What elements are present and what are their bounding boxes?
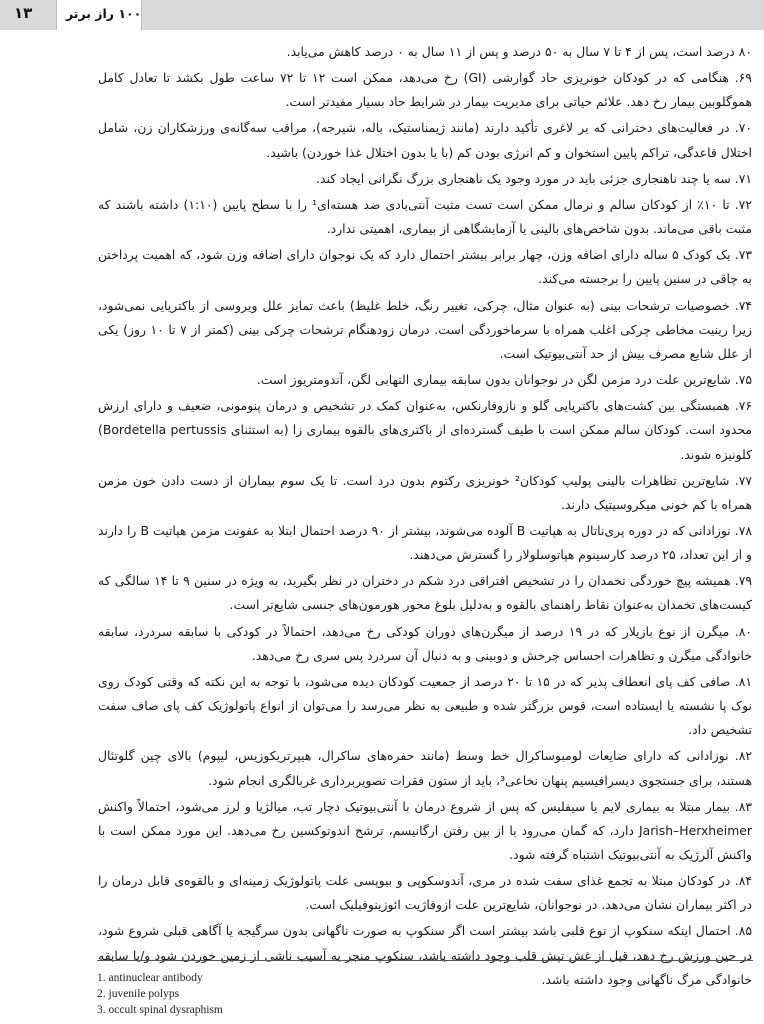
page-body <box>98 40 752 994</box>
list-item: ۷۲. تا ۱۰٪ از کودکان سالم و نرمال ممکن است تست مثبت آنتی‌بادی ضد هسته‌ای¹ را با سطح پایین (۱:۱۰) داشته باشند که مثبت باقی می‌ماند. بدون شاخص‌های بالینی یا آزمایشگاهی از بیماری، اهمیتی ندارد. <box>98 196 752 237</box>
list-item: ۷۷. شایع‌ترین تظاهرات بالینی پولیپ کودکان² خونریزی رکتوم بدون درد است. تا یک سوم بیماران از دست دادن خون مزمن همراه با کم خونی میکروسیتیک دارند. <box>98 472 752 512</box>
page-header <box>0 0 764 30</box>
book-title: ۱۰۰ راز برتر <box>66 6 142 21</box>
footnote-divider <box>97 960 753 961</box>
list-item: ۸۰. میگرن از نوع بازیلار که در ۱۹ درصد از میگرن‌های دوران کودکی رخ می‌دهد، احتمالاً در کودکی با سابقه سردرد، سابقه خانوادگی میگرن و تظاهرات احساس چرخش و دوبینی و به دنبال آن سردرد پس سری رخ می‌دهد. <box>98 623 752 663</box>
page-number: ۱۳ <box>14 4 33 22</box>
list-item: ۶۹. هنگامی که در کودکان خونریزی حاد گوارشی (GI) رخ می‌دهد، ممکن است ۱۲ تا ۷۲ ساعت طول بکشد تا تعادل کامل هموگلوبین بیمار رخ دهد. علائم حیاتی برای مدیریت بیمار در شرایط حاد بسیار مفیدتر است. <box>98 70 752 110</box>
list-item: ۷۹. همیشه پیچ خوردگی تخمدان را در تشخیص افتراقی درد شکم در دختران در نظر بگیرید، به ویژه در سنین ۹ تا ۱۴ سالگی که کیست‌های تخمدان به‌عنوان نقاط راهنمای بالقوه و به‌دلیل بلوغ محور هورمون‌های جنسی شایع‌تر است. <box>98 573 753 613</box>
footnote-3: 3. occult spinal dysraphism <box>97 1004 223 1016</box>
footnote-2: 2. juvenile polyps <box>97 988 180 1000</box>
list-item: ۷۳. یک کودک ۵ ساله دارای اضافه وزن، چهار برابر بیشتر احتمال دارد که یک نوجوان دارای اضافه وزن شود، که اهمیت پرداختن به چاقی در سنین پایین را برجسته می‌کند. <box>98 247 752 287</box>
list-item: ۸۰ درصد است، پس از ۴ تا ۷ سال به ۵۰ درصد و پس از ۱۱ سال به ۰ درصد کاهش می‌یابد. <box>286 44 752 59</box>
list-item: ۷۸. نوزادانی که در دوره پری‌ناتال به هپاتیت B آلوده می‌شوند، بیشتر از ۹۰ درصد احتمال ابتلا به عفونت مزمن هپاتیت B را دارند و از این تعداد، ۲۵ درصد کارسینوم هپاتوسلولار را گسترش می‌دهند. <box>98 522 752 563</box>
list-item: ۸۱. صافی کف پای انعطاف پذیر که در ۱۵ تا ۲۰ درصد از جمعیت کودکان دیده می‌شود، با توجه به این نکته که وقتی کودک روی نوک پا نشسته یا ایستاده است، قوس بزرگتر شده و طبیعی به نظر می‌رسد را می‌توان از انواع پاتولوژیک کف پای صاف سفت تشخیص داد. <box>98 673 753 738</box>
list-item: ۸۳. بیمار مبتلا به بیماری لایم یا سیفلیس که پس از شروع درمان با آنتی‌بیوتیک دچار تب، میالژیا و لرز می‌شود، احتمالاً واکنش Jarish–Herxheimer دارد، که گمان می‌رود با از بین رفتن ارگانیسم، ترشح اندوتوکسین رخ می‌دهد. این مورد ممکن است با واکنش آلرژیک به آنتی‌بیوتیک اشتباه گرفته شود. <box>98 798 752 862</box>
list-item: ۸۴. در کودکان مبتلا به تجمع غذای سفت شده در مری، آندوسکوپی و بیوپسی علت پاتولوژیک زمینه‌ای و بالقوه‌ی قابل درمان را در اکثر بیماران نشان می‌دهد. در نوجوانان، شایع‌ترین علت ازوفاژیت ائوزینوفیلیک است. <box>98 873 752 913</box>
list-item: ۸۲. نوزادانی که دارای ضایعات لومبوساکرال خط وسط (مانند حفره‌های ساکرال، هیپرتریکوزیس، لیپوم) بالای چین گلوتئال هستند، برای جستجوی دیسرافیسیم پنهان نخاعی³، باید از ستون فقرات تصویربرداری غربالگری انجام شود. <box>98 748 752 788</box>
list-item: ۸۵. احتمال اینکه سنکوپ از نوع قلبی باشد بیشتر است اگر سنکوپ به صورت ناگهانی بدون سرگیجه یا آگاهی قبلی شروع شود، در حین ورزش رخ دهد، قبل از غش تپش قلب وجود داشته باشد، سنکوپ منجر به آسیب ناشی از زمین خوردن شود و/یا سابقه خانوادگی مرگ ناگهانی وجود داشته باشد. <box>98 923 752 987</box>
list-item: ۷۰. در فعالیت‌های دخترانی که بر لاغری تأکید دارند (مانند ژیمناستیک، باله، شیرجه)، مراقب سه‌گانه‌ی ورزشکاران زن، شامل اختلال قاعدگی، تراکم پایین استخوان و کم انرژی بودن کم (با یا بدون اختلال غذا خوردن) باشید. <box>98 120 752 160</box>
list-item: ۷۴. خصوصیات ترشحات بینی (به عنوان مثال، چرکی، تغییر رنگ، خلط غلیظ) باعث تمایز علل ویروسی از باکتریایی نمی‌شود، زیرا رینیت مخاطی چرکی اغلب همراه با سرماخوردگی است. درمان زودهنگام ترشحات چرکی بینی (کمتر از ۷ تا ۱۰ روز) یکی از علل شایع مصرف بیش از حد آنتی‌بیوتیک است. <box>98 297 753 361</box>
list-item: ۷۱. سه یا چند ناهنجاری جزئی باید در مورد وجود یک ناهنجاری بزرگ نگرانی ایجاد کند. <box>316 170 752 186</box>
list-item: ۷۵. شایع‌ترین علت درد مزمن لگن در نوجوانان بدون سابقه بیماری التهابی لگن، آندومتریوز است. <box>256 372 752 388</box>
list-item: ۷۶. همبستگی بین کشت‌های باکتریایی گلو و نازوفارنکس، به‌عنوان کمک در تشخیص و درمان پنومونی، ضعیف و دارای ارزش محدود است. کودکان سالم ممکن است با طیف گسترده‌ای از باکتری‌های بالقوه بیماری زا (به استثنای Bordetella pertussis) کلونیزه شوند. <box>98 398 752 462</box>
footnote-1: 1. antinuclear antibody <box>97 972 203 984</box>
